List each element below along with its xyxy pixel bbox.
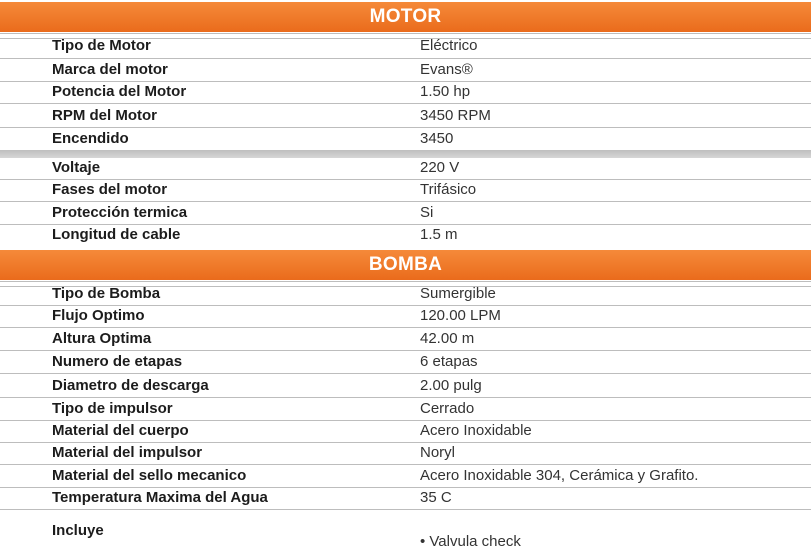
spec-value: Acero Inoxidable 304, Cerámica y Grafito. (420, 467, 699, 484)
spec-value: Trifásico (420, 181, 477, 198)
divider (0, 224, 811, 225)
spec-label: Marca del motor (52, 61, 168, 78)
divider (0, 350, 811, 351)
divider (0, 509, 811, 510)
divider (0, 179, 811, 180)
spec-label: Numero de etapas (52, 353, 183, 370)
spec-label: Altura Optima (52, 330, 152, 347)
spec-value: 3450 RPM (420, 107, 491, 124)
divider (0, 58, 811, 59)
divider (0, 487, 811, 488)
spec-value: Acero Inoxidable (420, 422, 532, 439)
spec-value: 3450 (420, 130, 454, 147)
spec-value: Si (420, 204, 434, 221)
spec-label: Encendido (52, 130, 129, 147)
includes-item: • Valvula check (420, 533, 521, 550)
spec-value: Cerrado (420, 400, 475, 417)
spec-label: Temperatura Maxima del Agua (52, 489, 268, 506)
spec-label: Tipo de impulsor (52, 400, 173, 417)
spec-label: Fases del motor (52, 181, 168, 198)
spec-value: 1.50 hp (420, 83, 471, 100)
divider (0, 442, 811, 443)
divider (0, 420, 811, 421)
spec-value: Evans® (420, 61, 473, 78)
divider (0, 464, 811, 465)
spec-value: 1.5 m (420, 226, 458, 243)
spec-label: Tipo de Bomba (52, 285, 161, 302)
divider (0, 127, 811, 128)
spec-value: Sumergible (420, 285, 496, 302)
spec-value: 2.00 pulg (420, 377, 482, 394)
divider (0, 103, 811, 104)
spec-value: 42.00 m (420, 330, 475, 347)
spec-label: RPM del Motor (52, 107, 157, 124)
spec-label: Protección termica (52, 204, 188, 221)
spec-value: 220 V (420, 159, 460, 176)
spec-label: Material del impulsor (52, 444, 203, 461)
spec-label: Material del sello mecanico (52, 467, 247, 484)
spec-value: Eléctrico (420, 37, 478, 54)
spec-label: Tipo de Motor (52, 37, 151, 54)
bomba-section-title: BOMBA (368, 254, 443, 275)
includes-label: Incluye (52, 522, 104, 539)
divider (0, 373, 811, 374)
spec-label: Diametro de descarga (52, 377, 209, 394)
spec-label: Material del cuerpo (52, 422, 189, 439)
motor-section-title: MOTOR (369, 6, 442, 27)
group-divider (0, 150, 811, 158)
spec-value: Noryl (420, 444, 456, 461)
divider (0, 327, 811, 328)
divider (0, 397, 811, 398)
spec-value: 35 C (420, 489, 452, 506)
spec-value: 120.00 LPM (420, 307, 501, 324)
bomba-section-header (0, 250, 811, 280)
spec-label: Flujo Optimo (52, 307, 145, 324)
spec-label: Potencia del Motor (52, 83, 187, 100)
spec-value: 6 etapas (420, 353, 478, 370)
motor-section-header (0, 2, 811, 32)
divider (0, 305, 811, 306)
spec-label: Longitud de cable (52, 226, 181, 243)
divider (0, 201, 811, 202)
spec-label: Voltaje (52, 159, 101, 176)
divider (0, 81, 811, 82)
